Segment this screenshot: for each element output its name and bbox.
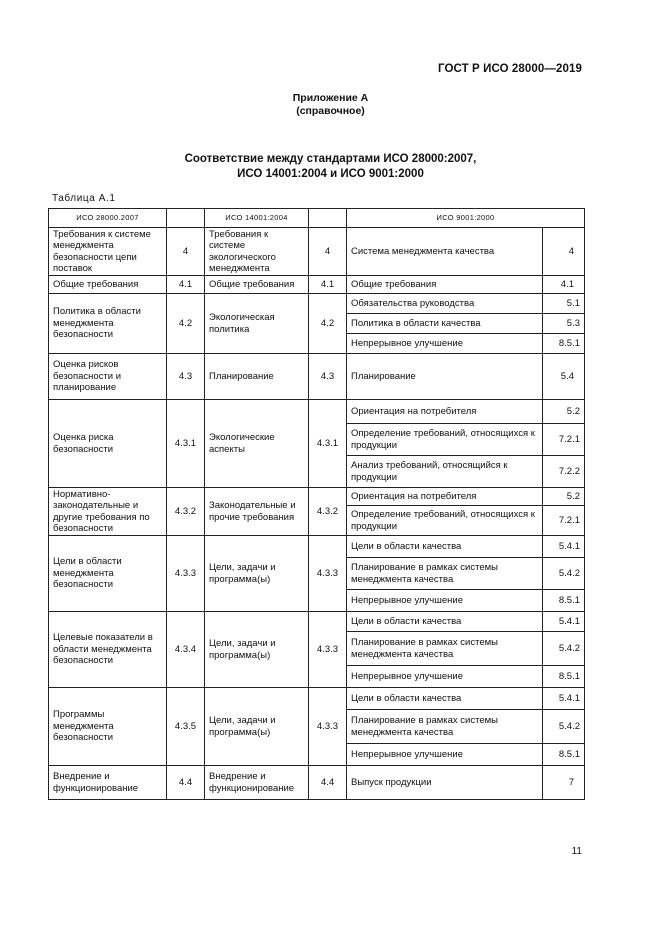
col-header-iso28000: ИСО 28000.2007 (49, 209, 167, 228)
table-caption: Таблица А.1 (52, 193, 116, 204)
iso9001-text: Цели в области качества (347, 688, 543, 710)
iso14001-clause: 4.3 (309, 354, 347, 400)
iso9001-text: Планирование в рамках системы менеджмента качества (347, 558, 543, 590)
iso28000-clause: 4.3.3 (167, 536, 205, 612)
iso14001-clause: 4.2 (309, 294, 347, 354)
col-header-iso14001-num (309, 209, 347, 228)
iso9001-text: Анализ требований, относящийся к продукции (347, 456, 543, 488)
standard-code: ГОСТ Р ИСО 28000—2019 (437, 63, 582, 75)
iso9001-text: Определение требований, относящихся к продукции (347, 424, 543, 456)
appendix-heading (0, 92, 661, 118)
iso9001-clause: 7.2.1 (543, 424, 585, 456)
iso28000-text: Оценка риска безопасности (49, 400, 167, 488)
iso28000-clause: 4.4 (167, 766, 205, 800)
iso14001-clause: 4 (309, 228, 347, 276)
table-row (49, 294, 585, 314)
iso9001-clause: 5.4.2 (543, 710, 585, 744)
iso9001-clause: 8.5.1 (543, 744, 585, 766)
iso9001-clause: 5.2 (543, 488, 585, 506)
correspondence-table (48, 208, 585, 800)
iso9001-clause: 8.5.1 (543, 590, 585, 612)
iso28000-text: Целевые показатели в области менеджмента безопасности (49, 612, 167, 688)
col-header-iso9001: ИСО 9001:2000 (347, 209, 585, 228)
iso9001-text: Обязательства руководства (347, 294, 543, 314)
iso9001-clause: 7.2.1 (543, 506, 585, 536)
iso28000-clause: 4.2 (167, 294, 205, 354)
iso28000-clause: 4.3.4 (167, 612, 205, 688)
iso9001-clause: 8.5.1 (543, 334, 585, 354)
iso9001-clause: 5.4.2 (543, 558, 585, 590)
iso9001-clause: 5.4 (543, 354, 585, 400)
iso14001-text: Цели, задачи и программа(ы) (205, 688, 309, 766)
iso14001-clause: 4.3.2 (309, 488, 347, 536)
iso9001-clause: 4 (543, 228, 585, 276)
iso14001-text: Внедрение и функционирование (205, 766, 309, 800)
iso9001-text: Планирование в рамках системы менеджмента качества (347, 632, 543, 666)
iso28000-text: Цели в области менеджмента безопасности (49, 536, 167, 612)
iso28000-clause: 4.3.1 (167, 400, 205, 488)
iso28000-text: Внедрение и функционирование (49, 766, 167, 800)
iso9001-clause: 5.4.1 (543, 612, 585, 632)
iso9001-clause: 5.2 (543, 400, 585, 424)
table-row (49, 354, 585, 400)
iso9001-text: Цели в области качества (347, 612, 543, 632)
iso9001-clause: 5.1 (543, 294, 585, 314)
iso28000-text: Политика в области менеджмента безопасности (49, 294, 167, 354)
table-row (49, 536, 585, 558)
iso14001-text: Планирование (205, 354, 309, 400)
iso9001-text: Непрерывное улучшение (347, 666, 543, 688)
table-row (49, 688, 585, 710)
iso28000-text: Общие требования (49, 276, 167, 294)
iso9001-clause: 5.4.1 (543, 688, 585, 710)
table-row (49, 228, 585, 276)
iso14001-text: Требования к системе экологического менеджмента (205, 228, 309, 276)
iso9001-text: Ориентация на потребителя (347, 400, 543, 424)
iso14001-clause: 4.3.3 (309, 688, 347, 766)
table-row (49, 612, 585, 632)
iso9001-clause: 7.2.2 (543, 456, 585, 488)
iso9001-clause: 5.4.1 (543, 536, 585, 558)
iso9001-clause: 5.3 (543, 314, 585, 334)
iso14001-text: Экологическая политика (205, 294, 309, 354)
iso14001-text: Законодательные и прочие требования (205, 488, 309, 536)
appendix-title: Приложение А (292, 92, 369, 104)
iso9001-text: Планирование (347, 354, 543, 400)
iso28000-text: Нормативно-законодательные и другие требования по безопасности (49, 488, 167, 536)
iso28000-clause: 4.3.5 (167, 688, 205, 766)
iso9001-text: Непрерывное улучшение (347, 590, 543, 612)
table-row (49, 488, 585, 506)
table-heading (0, 152, 661, 182)
iso9001-clause: 5.4.2 (543, 632, 585, 666)
iso28000-text: Программы менеджмента безопасности (49, 688, 167, 766)
iso9001-clause: 4.1 (543, 276, 585, 294)
iso9001-text: Ориентация на потребителя (347, 488, 543, 506)
iso14001-clause: 4.4 (309, 766, 347, 800)
iso9001-text: Планирование в рамках системы менеджмента качества (347, 710, 543, 744)
col-header-iso28000-num (167, 209, 205, 228)
iso14001-clause: 4.3.1 (309, 400, 347, 488)
iso9001-text: Определение требований, относящихся к продукции (347, 506, 543, 536)
table-heading-line2: ИСО 14001:2004 и ИСО 9001:2000 (237, 168, 424, 180)
iso14001-text: Экологические аспекты (205, 400, 309, 488)
iso9001-text: Политика в области качества (347, 314, 543, 334)
iso14001-clause: 4.1 (309, 276, 347, 294)
iso14001-clause: 4.3.3 (309, 612, 347, 688)
iso9001-clause: 7 (543, 766, 585, 800)
table-row (49, 766, 585, 800)
iso9001-text: Цели в области качества (347, 536, 543, 558)
iso9001-clause: 8.5.1 (543, 666, 585, 688)
iso9001-text: Система менеджмента качества (347, 228, 543, 276)
table-header-row (49, 209, 585, 228)
table-heading-line1: Соответствие между стандартами ИСО 28000:2007, (184, 153, 477, 165)
iso14001-text: Общие требования (205, 276, 309, 294)
page-number: 11 (571, 846, 582, 857)
appendix-note: (справочное) (296, 105, 365, 117)
iso9001-text: Выпуск продукции (347, 766, 543, 800)
iso14001-text: Цели, задачи и программа(ы) (205, 612, 309, 688)
iso28000-clause: 4.1 (167, 276, 205, 294)
iso28000-clause: 4.3.2 (167, 488, 205, 536)
table-row (49, 400, 585, 424)
iso28000-clause: 4.3 (167, 354, 205, 400)
iso14001-text: Цели, задачи и программа(ы) (205, 536, 309, 612)
iso28000-clause: 4 (167, 228, 205, 276)
table-row (49, 276, 585, 294)
col-header-iso14001: ИСО 14001:2004 (205, 209, 309, 228)
iso9001-text: Непрерывное улучшение (347, 744, 543, 766)
iso14001-clause: 4.3.3 (309, 536, 347, 612)
table-body (49, 228, 585, 800)
iso9001-text: Непрерывное улучшение (347, 334, 543, 354)
iso9001-text: Общие требования (347, 276, 543, 294)
iso28000-text: Требования к системе менеджмента безопасности цепи поставок (49, 228, 167, 276)
iso28000-text: Оценка рисков безопасности и планирование (49, 354, 167, 400)
